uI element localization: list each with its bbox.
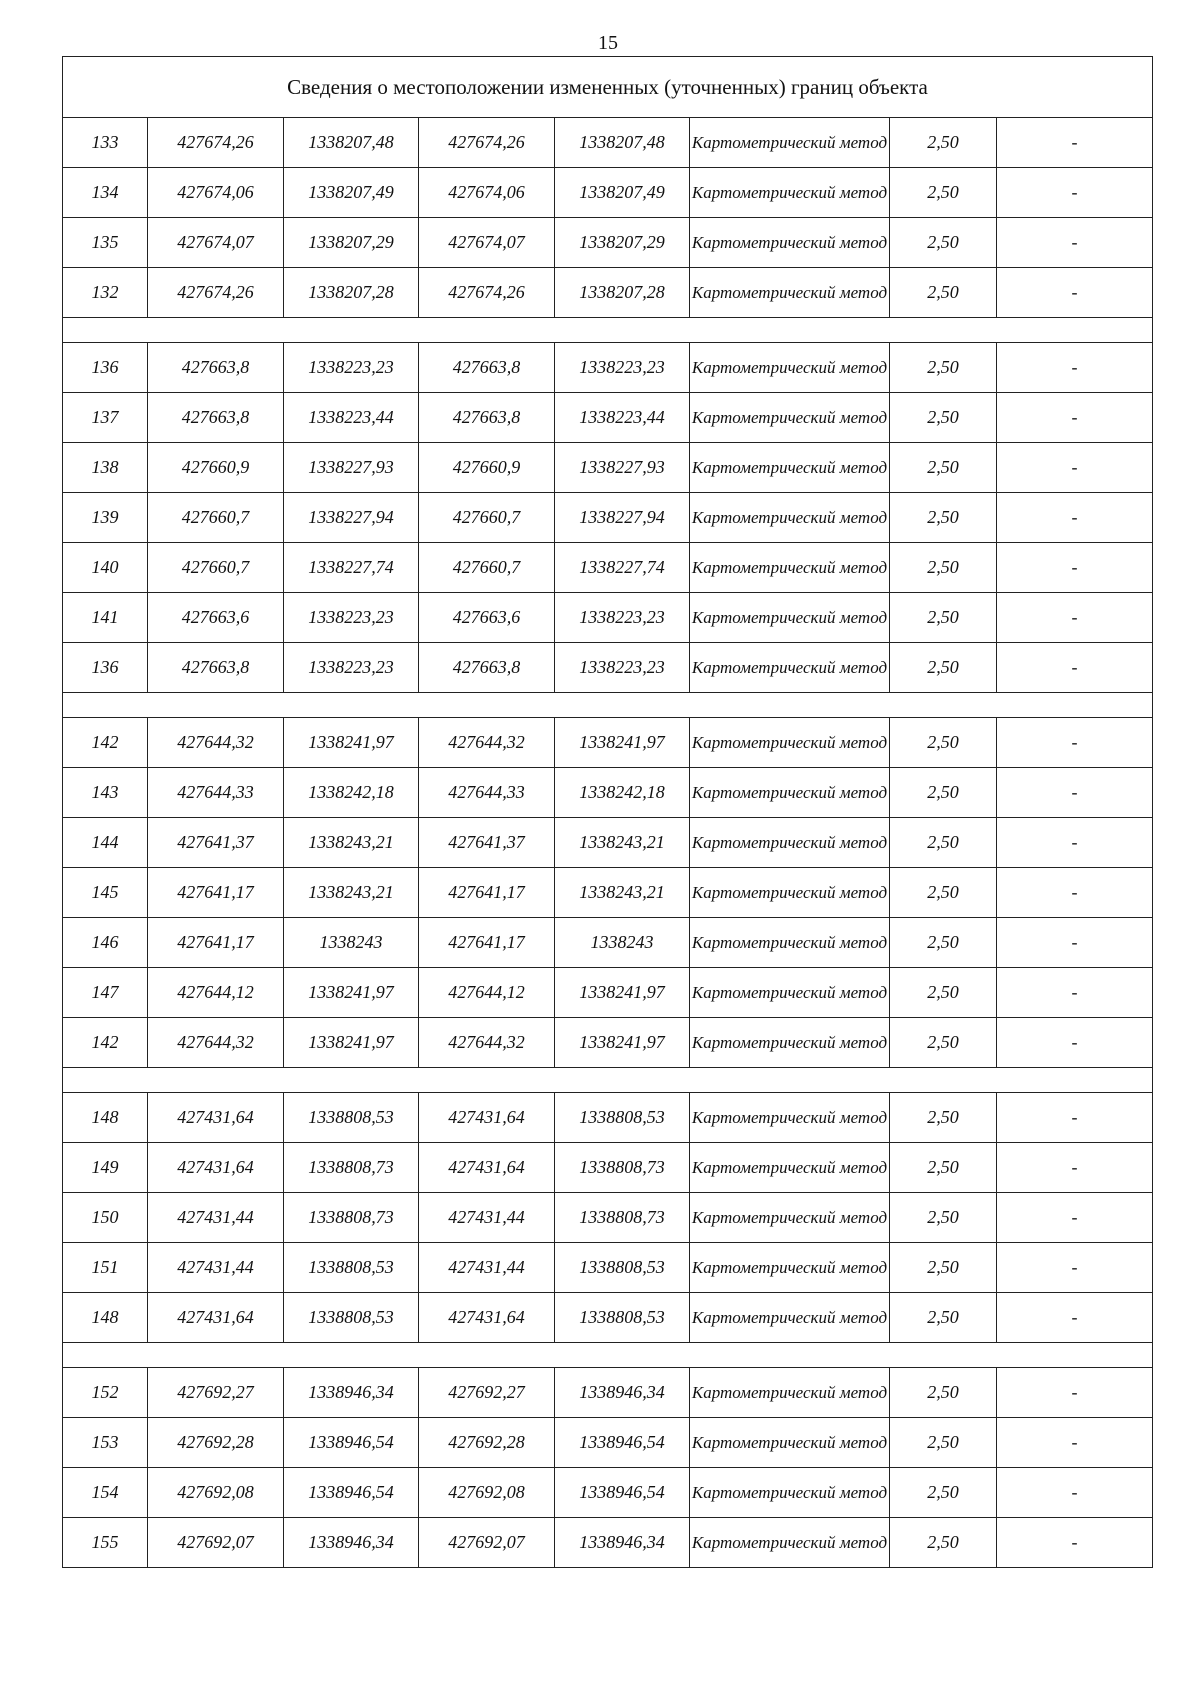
table-title-row bbox=[63, 57, 1153, 118]
description-cell: - bbox=[997, 1518, 1153, 1568]
x-existing-cell: 427692,27 bbox=[148, 1368, 284, 1418]
accuracy-cell: 2,50 bbox=[890, 1468, 997, 1518]
x-existing-cell: 427431,44 bbox=[148, 1243, 284, 1293]
contour-separator-cell bbox=[63, 693, 1153, 718]
x-existing-cell: 427641,17 bbox=[148, 868, 284, 918]
x-new-cell: 427641,17 bbox=[419, 918, 555, 968]
description-cell: - bbox=[997, 1193, 1153, 1243]
x-new-cell: 427431,64 bbox=[419, 1293, 555, 1343]
x-existing-cell: 427644,12 bbox=[148, 968, 284, 1018]
y-existing-cell: 1338946,54 bbox=[284, 1468, 419, 1518]
y-new-cell: 1338808,73 bbox=[555, 1193, 690, 1243]
table-row bbox=[63, 1293, 1153, 1343]
y-new-cell: 1338223,23 bbox=[555, 643, 690, 693]
table-row bbox=[63, 1518, 1153, 1568]
contour-separator-row bbox=[63, 318, 1153, 343]
table-title: Сведения о местоположении измененных (уточненных) границ объекта bbox=[63, 57, 1153, 118]
y-existing-cell: 1338223,44 bbox=[284, 393, 419, 443]
contour-separator-cell bbox=[63, 1068, 1153, 1093]
y-new-cell: 1338808,73 bbox=[555, 1143, 690, 1193]
description-cell: - bbox=[997, 818, 1153, 868]
x-existing-cell: 427660,7 bbox=[148, 493, 284, 543]
y-existing-cell: 1338243,21 bbox=[284, 868, 419, 918]
x-existing-cell: 427674,07 bbox=[148, 218, 284, 268]
y-existing-cell: 1338808,53 bbox=[284, 1243, 419, 1293]
accuracy-cell: 2,50 bbox=[890, 1293, 997, 1343]
accuracy-cell: 2,50 bbox=[890, 718, 997, 768]
table-row bbox=[63, 443, 1153, 493]
y-new-cell: 1338207,48 bbox=[555, 118, 690, 168]
description-cell: - bbox=[997, 393, 1153, 443]
point-number-cell: 145 bbox=[63, 868, 148, 918]
y-existing-cell: 1338207,49 bbox=[284, 168, 419, 218]
y-existing-cell: 1338227,93 bbox=[284, 443, 419, 493]
point-number-cell: 148 bbox=[63, 1293, 148, 1343]
x-new-cell: 427663,8 bbox=[419, 393, 555, 443]
table-row bbox=[63, 593, 1153, 643]
x-new-cell: 427674,26 bbox=[419, 268, 555, 318]
y-existing-cell: 1338808,73 bbox=[284, 1193, 419, 1243]
method-cell: Картометрический метод bbox=[690, 1293, 890, 1343]
accuracy-cell: 2,50 bbox=[890, 543, 997, 593]
method-cell: Картометрический метод bbox=[690, 868, 890, 918]
description-cell: - bbox=[997, 218, 1153, 268]
y-existing-cell: 1338207,29 bbox=[284, 218, 419, 268]
point-number-cell: 142 bbox=[63, 1018, 148, 1068]
accuracy-cell: 2,50 bbox=[890, 393, 997, 443]
y-new-cell: 1338223,44 bbox=[555, 393, 690, 443]
point-number-cell: 142 bbox=[63, 718, 148, 768]
y-new-cell: 1338207,49 bbox=[555, 168, 690, 218]
point-number-cell: 135 bbox=[63, 218, 148, 268]
x-new-cell: 427660,7 bbox=[419, 543, 555, 593]
x-new-cell: 427660,7 bbox=[419, 493, 555, 543]
y-new-cell: 1338243,21 bbox=[555, 868, 690, 918]
y-existing-cell: 1338808,73 bbox=[284, 1143, 419, 1193]
table-row bbox=[63, 1093, 1153, 1143]
y-new-cell: 1338227,94 bbox=[555, 493, 690, 543]
accuracy-cell: 2,50 bbox=[890, 1143, 997, 1193]
y-new-cell: 1338946,54 bbox=[555, 1468, 690, 1518]
y-existing-cell: 1338808,53 bbox=[284, 1093, 419, 1143]
point-number-cell: 153 bbox=[63, 1418, 148, 1468]
accuracy-cell: 2,50 bbox=[890, 268, 997, 318]
point-number-cell: 144 bbox=[63, 818, 148, 868]
y-existing-cell: 1338207,28 bbox=[284, 268, 419, 318]
page-number: 15 bbox=[598, 32, 618, 54]
x-new-cell: 427641,17 bbox=[419, 868, 555, 918]
description-cell: - bbox=[997, 168, 1153, 218]
x-existing-cell: 427644,32 bbox=[148, 718, 284, 768]
point-number-cell: 133 bbox=[63, 118, 148, 168]
y-new-cell: 1338808,53 bbox=[555, 1293, 690, 1343]
y-new-cell: 1338227,74 bbox=[555, 543, 690, 593]
table-row bbox=[63, 218, 1153, 268]
method-cell: Картометрический метод bbox=[690, 643, 890, 693]
accuracy-cell: 2,50 bbox=[890, 1368, 997, 1418]
y-existing-cell: 1338946,54 bbox=[284, 1418, 419, 1468]
method-cell: Картометрический метод bbox=[690, 1018, 890, 1068]
x-new-cell: 427663,6 bbox=[419, 593, 555, 643]
x-new-cell: 427431,64 bbox=[419, 1093, 555, 1143]
x-new-cell: 427641,37 bbox=[419, 818, 555, 868]
table-row bbox=[63, 718, 1153, 768]
x-existing-cell: 427692,08 bbox=[148, 1468, 284, 1518]
method-cell: Картометрический метод bbox=[690, 718, 890, 768]
method-cell: Картометрический метод bbox=[690, 593, 890, 643]
accuracy-cell: 2,50 bbox=[890, 918, 997, 968]
y-existing-cell: 1338207,48 bbox=[284, 118, 419, 168]
boundary-coordinates-table bbox=[62, 56, 1153, 1568]
method-cell: Картометрический метод bbox=[690, 543, 890, 593]
accuracy-cell: 2,50 bbox=[890, 1243, 997, 1293]
y-existing-cell: 1338243,21 bbox=[284, 818, 419, 868]
y-new-cell: 1338946,34 bbox=[555, 1368, 690, 1418]
y-existing-cell: 1338808,53 bbox=[284, 1293, 419, 1343]
x-new-cell: 427431,44 bbox=[419, 1243, 555, 1293]
x-new-cell: 427674,06 bbox=[419, 168, 555, 218]
description-cell: - bbox=[997, 343, 1153, 393]
x-existing-cell: 427663,8 bbox=[148, 343, 284, 393]
accuracy-cell: 2,50 bbox=[890, 868, 997, 918]
method-cell: Картометрический метод bbox=[690, 118, 890, 168]
x-existing-cell: 427431,64 bbox=[148, 1293, 284, 1343]
description-cell: - bbox=[997, 118, 1153, 168]
table-row bbox=[63, 393, 1153, 443]
table-row bbox=[63, 1143, 1153, 1193]
table-row bbox=[63, 1243, 1153, 1293]
method-cell: Картометрический метод bbox=[690, 768, 890, 818]
y-existing-cell: 1338242,18 bbox=[284, 768, 419, 818]
point-number-cell: 147 bbox=[63, 968, 148, 1018]
point-number-cell: 132 bbox=[63, 268, 148, 318]
y-new-cell: 1338241,97 bbox=[555, 1018, 690, 1068]
point-number-cell: 154 bbox=[63, 1468, 148, 1518]
method-cell: Картометрический метод bbox=[690, 968, 890, 1018]
accuracy-cell: 2,50 bbox=[890, 1093, 997, 1143]
point-number-cell: 150 bbox=[63, 1193, 148, 1243]
y-existing-cell: 1338241,97 bbox=[284, 718, 419, 768]
x-existing-cell: 427660,7 bbox=[148, 543, 284, 593]
x-new-cell: 427663,8 bbox=[419, 343, 555, 393]
description-cell: - bbox=[997, 593, 1153, 643]
description-cell: - bbox=[997, 1418, 1153, 1468]
table-row bbox=[63, 268, 1153, 318]
y-existing-cell: 1338241,97 bbox=[284, 1018, 419, 1068]
x-existing-cell: 427431,44 bbox=[148, 1193, 284, 1243]
table-row bbox=[63, 868, 1153, 918]
description-cell: - bbox=[997, 968, 1153, 1018]
x-new-cell: 427674,26 bbox=[419, 118, 555, 168]
x-existing-cell: 427674,26 bbox=[148, 118, 284, 168]
point-number-cell: 146 bbox=[63, 918, 148, 968]
description-cell: - bbox=[997, 1468, 1153, 1518]
y-existing-cell: 1338223,23 bbox=[284, 643, 419, 693]
method-cell: Картометрический метод bbox=[690, 493, 890, 543]
y-existing-cell: 1338223,23 bbox=[284, 343, 419, 393]
x-new-cell: 427663,8 bbox=[419, 643, 555, 693]
x-new-cell: 427431,44 bbox=[419, 1193, 555, 1243]
table-row bbox=[63, 1368, 1153, 1418]
x-new-cell: 427660,9 bbox=[419, 443, 555, 493]
y-existing-cell: 1338241,97 bbox=[284, 968, 419, 1018]
y-new-cell: 1338946,54 bbox=[555, 1418, 690, 1468]
method-cell: Картометрический метод bbox=[690, 818, 890, 868]
contour-separator-cell bbox=[63, 318, 1153, 343]
x-new-cell: 427692,08 bbox=[419, 1468, 555, 1518]
x-new-cell: 427644,33 bbox=[419, 768, 555, 818]
point-number-cell: 152 bbox=[63, 1368, 148, 1418]
y-new-cell: 1338241,97 bbox=[555, 718, 690, 768]
method-cell: Картометрический метод bbox=[690, 918, 890, 968]
description-cell: - bbox=[997, 768, 1153, 818]
y-new-cell: 1338223,23 bbox=[555, 593, 690, 643]
method-cell: Картометрический метод bbox=[690, 1143, 890, 1193]
table-row bbox=[63, 493, 1153, 543]
method-cell: Картометрический метод bbox=[690, 1518, 890, 1568]
x-existing-cell: 427674,26 bbox=[148, 268, 284, 318]
x-existing-cell: 427644,32 bbox=[148, 1018, 284, 1068]
y-new-cell: 1338946,34 bbox=[555, 1518, 690, 1568]
table-row bbox=[63, 768, 1153, 818]
point-number-cell: 139 bbox=[63, 493, 148, 543]
method-cell: Картометрический метод bbox=[690, 168, 890, 218]
contour-separator-row bbox=[63, 1068, 1153, 1093]
x-existing-cell: 427660,9 bbox=[148, 443, 284, 493]
description-cell: - bbox=[997, 1243, 1153, 1293]
table-row bbox=[63, 118, 1153, 168]
y-existing-cell: 1338223,23 bbox=[284, 593, 419, 643]
accuracy-cell: 2,50 bbox=[890, 493, 997, 543]
y-new-cell: 1338808,53 bbox=[555, 1093, 690, 1143]
x-existing-cell: 427431,64 bbox=[148, 1093, 284, 1143]
method-cell: Картометрический метод bbox=[690, 218, 890, 268]
table-row bbox=[63, 1193, 1153, 1243]
table-row bbox=[63, 818, 1153, 868]
method-cell: Картометрический метод bbox=[690, 343, 890, 393]
accuracy-cell: 2,50 bbox=[890, 643, 997, 693]
point-number-cell: 134 bbox=[63, 168, 148, 218]
accuracy-cell: 2,50 bbox=[890, 343, 997, 393]
description-cell: - bbox=[997, 1368, 1153, 1418]
x-new-cell: 427644,12 bbox=[419, 968, 555, 1018]
table-row bbox=[63, 918, 1153, 968]
description-cell: - bbox=[997, 1293, 1153, 1343]
description-cell: - bbox=[997, 1143, 1153, 1193]
table-row bbox=[63, 1418, 1153, 1468]
point-number-cell: 138 bbox=[63, 443, 148, 493]
y-new-cell: 1338242,18 bbox=[555, 768, 690, 818]
method-cell: Картометрический метод bbox=[690, 1193, 890, 1243]
x-new-cell: 427674,07 bbox=[419, 218, 555, 268]
description-cell: - bbox=[997, 443, 1153, 493]
x-existing-cell: 427663,6 bbox=[148, 593, 284, 643]
point-number-cell: 143 bbox=[63, 768, 148, 818]
accuracy-cell: 2,50 bbox=[890, 1518, 997, 1568]
y-new-cell: 1338241,97 bbox=[555, 968, 690, 1018]
y-new-cell: 1338227,93 bbox=[555, 443, 690, 493]
description-cell: - bbox=[997, 1018, 1153, 1068]
description-cell: - bbox=[997, 493, 1153, 543]
table-row bbox=[63, 168, 1153, 218]
table-row bbox=[63, 968, 1153, 1018]
x-new-cell: 427644,32 bbox=[419, 1018, 555, 1068]
x-new-cell: 427431,64 bbox=[419, 1143, 555, 1193]
point-number-cell: 141 bbox=[63, 593, 148, 643]
table-row bbox=[63, 543, 1153, 593]
point-number-cell: 140 bbox=[63, 543, 148, 593]
x-existing-cell: 427644,33 bbox=[148, 768, 284, 818]
y-existing-cell: 1338946,34 bbox=[284, 1518, 419, 1568]
accuracy-cell: 2,50 bbox=[890, 1418, 997, 1468]
x-new-cell: 427692,07 bbox=[419, 1518, 555, 1568]
contour-separator-cell bbox=[63, 1343, 1153, 1368]
method-cell: Картометрический метод bbox=[690, 443, 890, 493]
point-number-cell: 148 bbox=[63, 1093, 148, 1143]
point-number-cell: 149 bbox=[63, 1143, 148, 1193]
table-row bbox=[63, 343, 1153, 393]
point-number-cell: 155 bbox=[63, 1518, 148, 1568]
table-row bbox=[63, 1018, 1153, 1068]
table-body bbox=[63, 57, 1153, 1568]
description-cell: - bbox=[997, 918, 1153, 968]
accuracy-cell: 2,50 bbox=[890, 443, 997, 493]
accuracy-cell: 2,50 bbox=[890, 768, 997, 818]
description-cell: - bbox=[997, 268, 1153, 318]
x-new-cell: 427692,28 bbox=[419, 1418, 555, 1468]
x-existing-cell: 427674,06 bbox=[148, 168, 284, 218]
method-cell: Картометрический метод bbox=[690, 268, 890, 318]
description-cell: - bbox=[997, 1093, 1153, 1143]
method-cell: Картометрический метод bbox=[690, 1093, 890, 1143]
point-number-cell: 137 bbox=[63, 393, 148, 443]
accuracy-cell: 2,50 bbox=[890, 218, 997, 268]
x-existing-cell: 427663,8 bbox=[148, 643, 284, 693]
description-cell: - bbox=[997, 643, 1153, 693]
accuracy-cell: 2,50 bbox=[890, 1193, 997, 1243]
y-new-cell: 1338243,21 bbox=[555, 818, 690, 868]
y-new-cell: 1338223,23 bbox=[555, 343, 690, 393]
point-number-cell: 136 bbox=[63, 343, 148, 393]
x-existing-cell: 427641,37 bbox=[148, 818, 284, 868]
accuracy-cell: 2,50 bbox=[890, 168, 997, 218]
method-cell: Картометрический метод bbox=[690, 1368, 890, 1418]
method-cell: Картометрический метод bbox=[690, 1468, 890, 1518]
accuracy-cell: 2,50 bbox=[890, 968, 997, 1018]
x-existing-cell: 427431,64 bbox=[148, 1143, 284, 1193]
x-existing-cell: 427663,8 bbox=[148, 393, 284, 443]
table-row bbox=[63, 643, 1153, 693]
x-existing-cell: 427692,07 bbox=[148, 1518, 284, 1568]
y-existing-cell: 1338946,34 bbox=[284, 1368, 419, 1418]
y-existing-cell: 1338243 bbox=[284, 918, 419, 968]
method-cell: Картометрический метод bbox=[690, 1243, 890, 1293]
y-existing-cell: 1338227,94 bbox=[284, 493, 419, 543]
description-cell: - bbox=[997, 718, 1153, 768]
x-existing-cell: 427692,28 bbox=[148, 1418, 284, 1468]
method-cell: Картометрический метод bbox=[690, 1418, 890, 1468]
point-number-cell: 151 bbox=[63, 1243, 148, 1293]
accuracy-cell: 2,50 bbox=[890, 818, 997, 868]
accuracy-cell: 2,50 bbox=[890, 1018, 997, 1068]
y-new-cell: 1338207,29 bbox=[555, 218, 690, 268]
description-cell: - bbox=[997, 543, 1153, 593]
table-row bbox=[63, 1468, 1153, 1518]
y-new-cell: 1338207,28 bbox=[555, 268, 690, 318]
description-cell: - bbox=[997, 868, 1153, 918]
x-existing-cell: 427641,17 bbox=[148, 918, 284, 968]
point-number-cell: 136 bbox=[63, 643, 148, 693]
method-cell: Картометрический метод bbox=[690, 393, 890, 443]
contour-separator-row bbox=[63, 1343, 1153, 1368]
contour-separator-row bbox=[63, 693, 1153, 718]
y-new-cell: 1338243 bbox=[555, 918, 690, 968]
accuracy-cell: 2,50 bbox=[890, 118, 997, 168]
accuracy-cell: 2,50 bbox=[890, 593, 997, 643]
y-new-cell: 1338808,53 bbox=[555, 1243, 690, 1293]
x-new-cell: 427692,27 bbox=[419, 1368, 555, 1418]
y-existing-cell: 1338227,74 bbox=[284, 543, 419, 593]
x-new-cell: 427644,32 bbox=[419, 718, 555, 768]
